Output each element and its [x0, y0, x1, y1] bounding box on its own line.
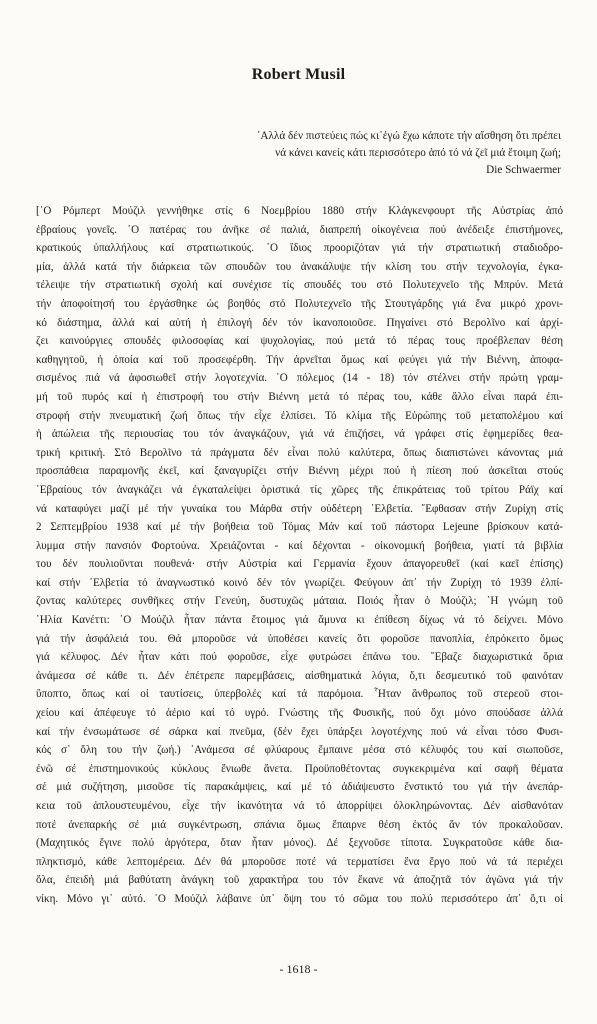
- body-line: ἑβραίους γονεῖς. ᾽Ο πατέρας του ἀνῆκε σέ παλιά, διαπρεπή οἰκογένεια πού ἀνέδειξε ἐπιστήμονες,: [36, 223, 563, 236]
- body-line: ῾Εβραίους τόν ἀναγκάζει νά ἐγκαταλείψει ὁριστικά τίς χῶρες τῆς ἐπικράτειας τοῦ τρίτου Ράϊχ καί: [36, 483, 563, 496]
- body-line: ἡ ἀπώλεια τῆς περιουσίας του τόν ἀναγκάζουν, γιά νά ἐπιζήσει, νά γράφει στίς ἐφημερίδες θεα-: [36, 428, 563, 441]
- body-line: ῾Ηλία Κανέττι: ῾Ο Μούζιλ ἦταν πάντα ἕτοιμος γιά ἄμυνα κι ἐπίθεση δίχως νά τό δείχνει. Μόνο: [36, 614, 563, 627]
- body-line: κεια τοῦ ἀπλουστευμένου, εἶχε τήν ἱκανότητα νά τό ἀπορρίψει ὁλοκληρώνοντας. Δέν αἰσθανόταν: [36, 800, 563, 812]
- body-line: γιά κέλυφος. Δέν ἦταν κάτι πού φοροῦσε, εἶχε φυτρώσει ἐπάνω του. ῎Εβαζε διαχωριστικά ὅρια: [36, 651, 563, 664]
- body-text: [36, 202, 563, 909]
- body-line: σέ μιά συζήτηση, μισοῦσε τίς παρακάμψεις, καί μέ τό ἀδιάψευστο ἔνστικτό του γιά τήν ἀνεπάρ-: [36, 781, 563, 794]
- body-line: ὅλα, ἐπειδή μιά βαθύτατη ἀνάγκη τοῦ χαρακτήρα του τόν ἔκανε νά ἀποζητᾶ τόν ἀγῶνα γιά τήν: [36, 874, 563, 887]
- body-line: [᾽Ο Ρόμπερτ Μούζιλ γεννήθηκε στίς 6 Νοεμβρίου 1880 στήν Κλάγκενφουρτ τῆς Αὐστρίας ἀπό: [36, 205, 563, 217]
- body-line: χείου καί ἀπέφευγε τό ἀέριο καί τό υγρό. Γνώστης τῆς Φυσικῆς, πού ὄχι μόνο σπούδασε ἀλλά: [36, 707, 563, 720]
- page-title: Robert Musil: [251, 66, 346, 83]
- body-line: λυμμα στήν πανσιόν Φορτούνα. Χρειάζονται - καί δέχονται - οἰκονομική βοήθεια, γιατί τά βιβλία: [36, 539, 563, 552]
- body-line: στροφή στήν πνευματική ζωή ὅπως τήν εἶχε ἐλπίσει. Τό κλίμα τῆς Εὐρώπης τοῦ μεταπολέμου καί: [36, 409, 563, 422]
- body-line: σισμένος πιά νά ἀφοσιωθεῖ στήν λογοτεχνία. ᾽Ο πόλεμος (14 - 18) τόν στέλνει στήν πρώτη γραμ-: [36, 372, 563, 385]
- body-line: τρική κριτική. Στό Βερολῖνο τά πράγματα δέν εἶναι πολύ καλύτερα, ὅπως διαπιστώνει κάνοντας μιά: [36, 446, 563, 459]
- body-line: ὕποπτο, ὅπως καί οἱ ταυτίσεις, ὑπερβολές καί τά παρόμοια. ῟Ηταν ἄνθρωπος τοῦ στερεοῦ στοι-: [36, 688, 563, 701]
- body-line: ἀνάμεσα σέ κάθε τι. Δέν ἐπέτρεπε παρεμβάσεις, αἰσθηματικά λόγια, ὅ,τι δεσμευτικό τοῦ φαινόταν: [36, 669, 563, 682]
- epigraph-line: νά κάνει κανείς κάτι περισσότερο ἀπό τό νά ζεῖ μιά ἕτοιμη ζωή;: [275, 147, 561, 159]
- body-line: κός σ᾽ ὅλη του τήν ζωή.) ᾽Ανάμεσα σέ φλύαρους ἔμπαινε μέσα στό κέλυφός του καί σιωποῦσε,: [36, 744, 563, 757]
- body-line: ἐνῶ σέ ἐπιστημονικούς κύκλους ἔνιωθε ἄνετα. Προϋποθέτοντας συγκεκριμένα καί σαφῆ θέματα: [36, 762, 563, 775]
- body-line: μή τοῦ πυρός καί ἡ ἐπιστροφή του στήν Βιέννη μετά τό πέρας του, κάθε ἄλλο εἶναι παρά ἐπι-: [36, 390, 563, 403]
- body-line: του δέν πουλιοῦνται πουθενά· στήν Αὐστρία καί Γερμανία ἔχουν ἀπαγορευθεῖ (καί καεῖ ἐπίσης): [36, 558, 563, 571]
- epigraph-line: ᾽Αλλά δέν πιστεύεις πώς κι᾽ἐγώ ἔχω κάποτε τήν αἴσθηση ὅτι πρέπει: [256, 130, 561, 142]
- body-line: ποτέ ἀνεπαρκής σέ μιά συγκέντρωση, σπάνια ὅμως ἔπαιρνε θέση ἐκτός ἄν τόν προκαλοῦσαν.: [36, 818, 563, 831]
- body-line: μία, ἀλλά κατά τήν διάρκεια τῶν σπουδῶν του ἀνακάλυψε τήν κλίση του στήν τεχνολογία, ἐγκα-: [36, 260, 563, 273]
- body-line: ζοντας καλύτερες συνθῆκες στήν Γενεύη, δυστυχῶς μάταια. Ποιός ἦταν ὁ Μούζιλ; ῾Η γνώμη τοῦ: [36, 595, 563, 608]
- epigraph: [141, 128, 561, 179]
- body-line: νίκη. Μόνο γι᾽ αὐτό. ᾽Ο Μούζιλ λάβαινε ὑπ᾽ ὄψη του τό σῶμα του πολύ περισσότερο ἀπ᾽ ὅ,τι οἱ: [36, 892, 563, 905]
- body-line: 2 Σεπτεμβρίου 1938 καί μέ τήν βοήθεια τοῦ Τόμας Μάν καί τοῦ πάστορα Lejeune βρίσκουν κατά-: [36, 521, 563, 534]
- body-line: (Μαχητικός ἔγινε πολύ ἀργότερα, ὅταν ἦταν μόνος). Δέ ξεχνοῦσε τίποτα. Συγκρατοῦσε κάθε δια-: [36, 837, 563, 850]
- body-line: τήν ἀποφοίτησή του ἐργάσθηκε ὡς βοηθός στό Πολυτεχνεῖο τῆς Στουτγάρδης γιά ἕνα μικρό χρονι-: [36, 297, 563, 310]
- body-line: καθηγητοῦ, ἡ ὁποία καί τοῦ προσεφέρθη. Τήν ἀρνεῖται ὅμως καί φεύγει γιά τήν Βιέννη, ἀποφα-: [36, 353, 563, 366]
- body-line: ζει καινούργιες σπουδές φιλοσοφίας καί ψυχολογίας, πού μετά τό πέρας τους προέβλεπαν θέση: [36, 335, 563, 348]
- body-line: πληκτισμό, κάθε λεπτομέρεια. Δέν θά μποροῦσε ποτέ νά τερματίσει ἔνα ἔργο πού νά τά περιέχει: [36, 855, 563, 868]
- body-line: κρατικούς ὑπαλλήλους καί στρατιωτικούς. ᾽Ο ἴδιος προοριζόταν γιά τήν στρατιωτική σταδιοδρο-: [36, 242, 563, 255]
- page-number: - 1618 -: [279, 962, 318, 976]
- body-line: καί στήν ῾Ελβετία τό ἀναγνωστικό κοινό δέν τόν γνωρίζει. Φεύγουν ἀπ᾽ τήν Ζυρίχη τό 1939 ἐλπί-: [36, 576, 563, 589]
- body-line: καί τήν ἐνσωμάτωσε σέ σάρκα καί πνεῦμα, (δέν ἔχει ὑπάρξει λογοτέχνης πού νά εἶναι τόσο Φυσι-: [36, 725, 563, 738]
- epigraph-source: Die Schwaermer: [486, 164, 561, 176]
- body-line: προσπάθεια παραμονῆς ἐκεῖ, καί ξαναγυρίζει στήν Βιέννη μέχρι πού ἡ πίεση πού ἀσκεῖται στούς: [36, 465, 563, 478]
- body-line: νά καταφύγει μαζί μέ τήν γυναίκα του Μάρθα στήν οὐδέτερη ῾Ελβετία. ῎Εφθασαν στήν Ζυρίχη στίς: [36, 502, 563, 515]
- body-line: κό διάστημα, ἀλλά καί αὐτή ἡ ἐπιλογή δέν τόν ἱκανοποιοῦσε. Πηγαίνει στό Βερολῖνο καί ἀρχί-: [36, 316, 563, 329]
- body-line: τέλειψε τήν στρατιωτική σχολή καί συνέχισε τίς σπουδές του στό Πολυτεχνεῖο τῆς Μπρύν. Μετά: [36, 279, 563, 292]
- body-line: γιά τήν ἀσφάλειά του. Θά μποροῦσε νά ὑποθέσει κανείς ὅτι φοροῦσε πανοπλία, ἐπρόκειτο ὅμως: [36, 632, 563, 645]
